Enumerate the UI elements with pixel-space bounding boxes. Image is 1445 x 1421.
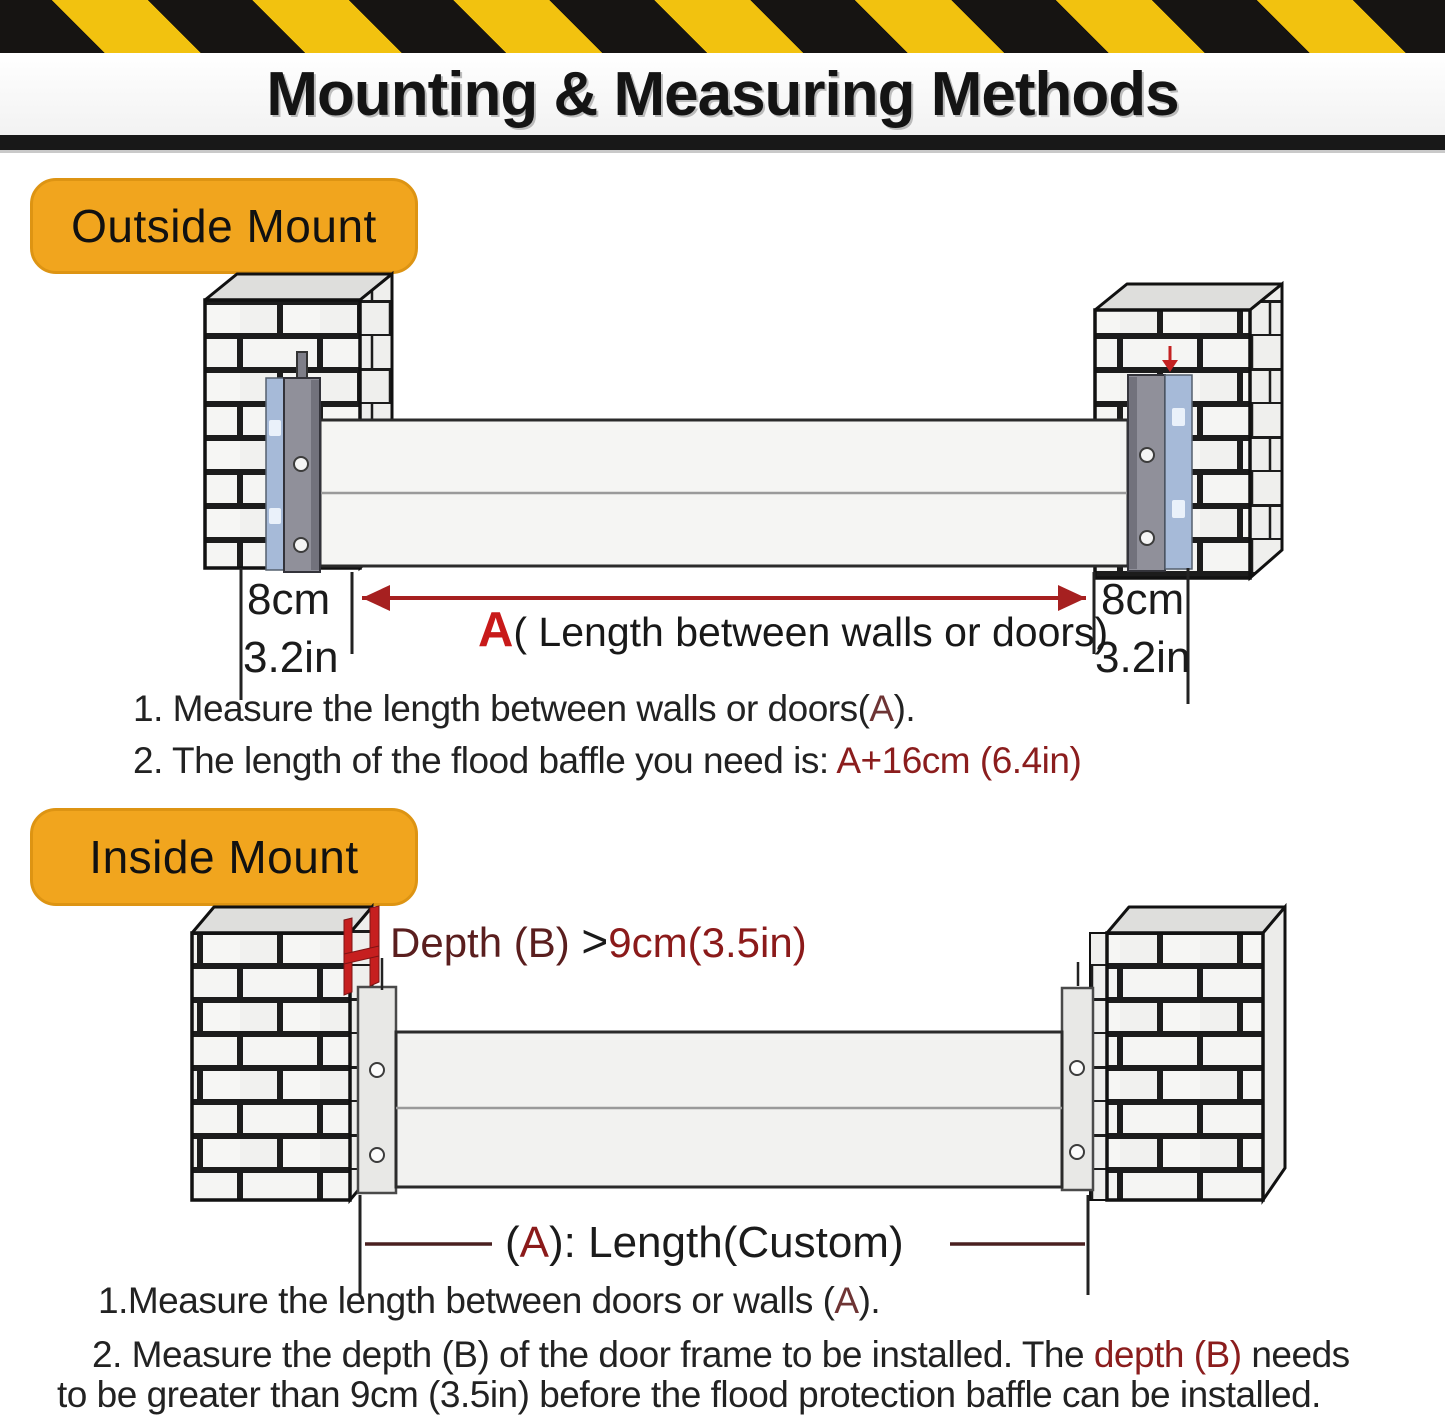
inside-barrier-panel xyxy=(396,1032,1062,1187)
inside-left-pillar-front xyxy=(192,933,350,1200)
outside-left-rail-assembly xyxy=(266,352,320,572)
left-seal-strip xyxy=(266,378,284,570)
screw-hole xyxy=(294,538,308,552)
left-offset-in-label: 3.2in xyxy=(243,633,339,682)
screw-hole xyxy=(370,1148,384,1162)
span-label-text: ( Length between walls or doors) xyxy=(513,609,1109,655)
right-rail-shade xyxy=(1129,377,1137,569)
inside-step-2-line-1 xyxy=(92,1334,1350,1376)
left-offset-cm-label: 8cm xyxy=(247,575,331,624)
outside-step2-highlight: A+16cm (6.4in) xyxy=(836,740,1082,781)
right-seal-strip xyxy=(1165,375,1192,569)
page-title: Mounting & Measuring Methods xyxy=(266,59,1179,129)
inside-right-pillar xyxy=(1090,907,1285,1200)
arrow-head-left xyxy=(362,585,390,611)
hazard-stripe-banner xyxy=(0,0,1445,53)
outside-right-rail-assembly xyxy=(1128,346,1192,571)
left-seal-highlight xyxy=(269,508,281,524)
outside-mount-badge-label: Outside Mount xyxy=(71,200,377,252)
outside-step1-a: A xyxy=(869,688,894,729)
length-custom-label xyxy=(505,1218,904,1268)
depth-gt-sign: > xyxy=(581,915,609,967)
screw-hole xyxy=(1140,448,1154,462)
inside-step1-end: ). xyxy=(858,1280,881,1321)
right-seal-highlight xyxy=(1172,408,1185,426)
inside-step-1 xyxy=(98,1280,880,1322)
left-rail-tab xyxy=(297,352,307,380)
length-label-rest: ): Length(Custom) xyxy=(549,1218,904,1267)
barrier-panel xyxy=(396,1032,1062,1187)
inside-step2-highlight: depth (B) xyxy=(1093,1334,1242,1375)
header-divider-bar xyxy=(0,135,1445,153)
outside-step1-end: ). xyxy=(893,688,916,729)
length-label-a: A xyxy=(519,1218,550,1267)
title-band xyxy=(0,53,1445,135)
outside-step-1 xyxy=(133,688,915,730)
span-label-a: A xyxy=(478,603,514,657)
inside-right-pillar-front xyxy=(1107,933,1263,1200)
inside-right-pillar-top xyxy=(1107,907,1285,933)
length-label-open: ( xyxy=(505,1218,520,1267)
outside-step1-text: 1. Measure the length between walls or doors( xyxy=(133,688,870,729)
depth-value: 9cm(3.5in) xyxy=(608,919,807,966)
inside-mount-badge xyxy=(30,808,418,906)
screw-hole xyxy=(370,1063,384,1077)
left-seal-highlight xyxy=(269,420,281,436)
inside-mount-badge-label: Inside Mount xyxy=(89,831,359,883)
outside-mount-badge xyxy=(30,178,418,274)
screw-hole xyxy=(294,457,308,471)
screw-hole xyxy=(1070,1145,1084,1159)
outside-right-pillar-side xyxy=(1250,284,1282,578)
outside-barrier-panel xyxy=(320,420,1128,566)
depth-label: Depth (B) xyxy=(390,919,582,966)
screw-hole xyxy=(1140,531,1154,545)
inside-step1-a: A xyxy=(834,1280,859,1321)
inside-step-2-line-2: to be greater than 9cm (3.5in) before the flood protection baffle can be installed. xyxy=(57,1374,1321,1415)
inside-step2-text: 2. Measure the depth (B) of the door frame to be installed. The xyxy=(92,1334,1094,1375)
depth-annotation xyxy=(390,914,807,968)
screw-hole xyxy=(1070,1061,1084,1075)
inside-right-pillar-side xyxy=(1263,907,1285,1200)
right-offset-in-label: 3.2in xyxy=(1095,633,1191,682)
outside-step2-text: 2. The length of the flood baffle you need is: xyxy=(133,740,837,781)
outside-step-2 xyxy=(133,740,1081,782)
span-length-label xyxy=(478,602,1108,658)
right-seal-highlight xyxy=(1172,500,1185,518)
inside-step1-text: 1.Measure the length between doors or walls ( xyxy=(98,1280,835,1321)
right-offset-cm-label: 8cm xyxy=(1101,575,1185,624)
left-rail-shade xyxy=(311,380,319,570)
inside-step2-end: needs xyxy=(1241,1334,1350,1375)
